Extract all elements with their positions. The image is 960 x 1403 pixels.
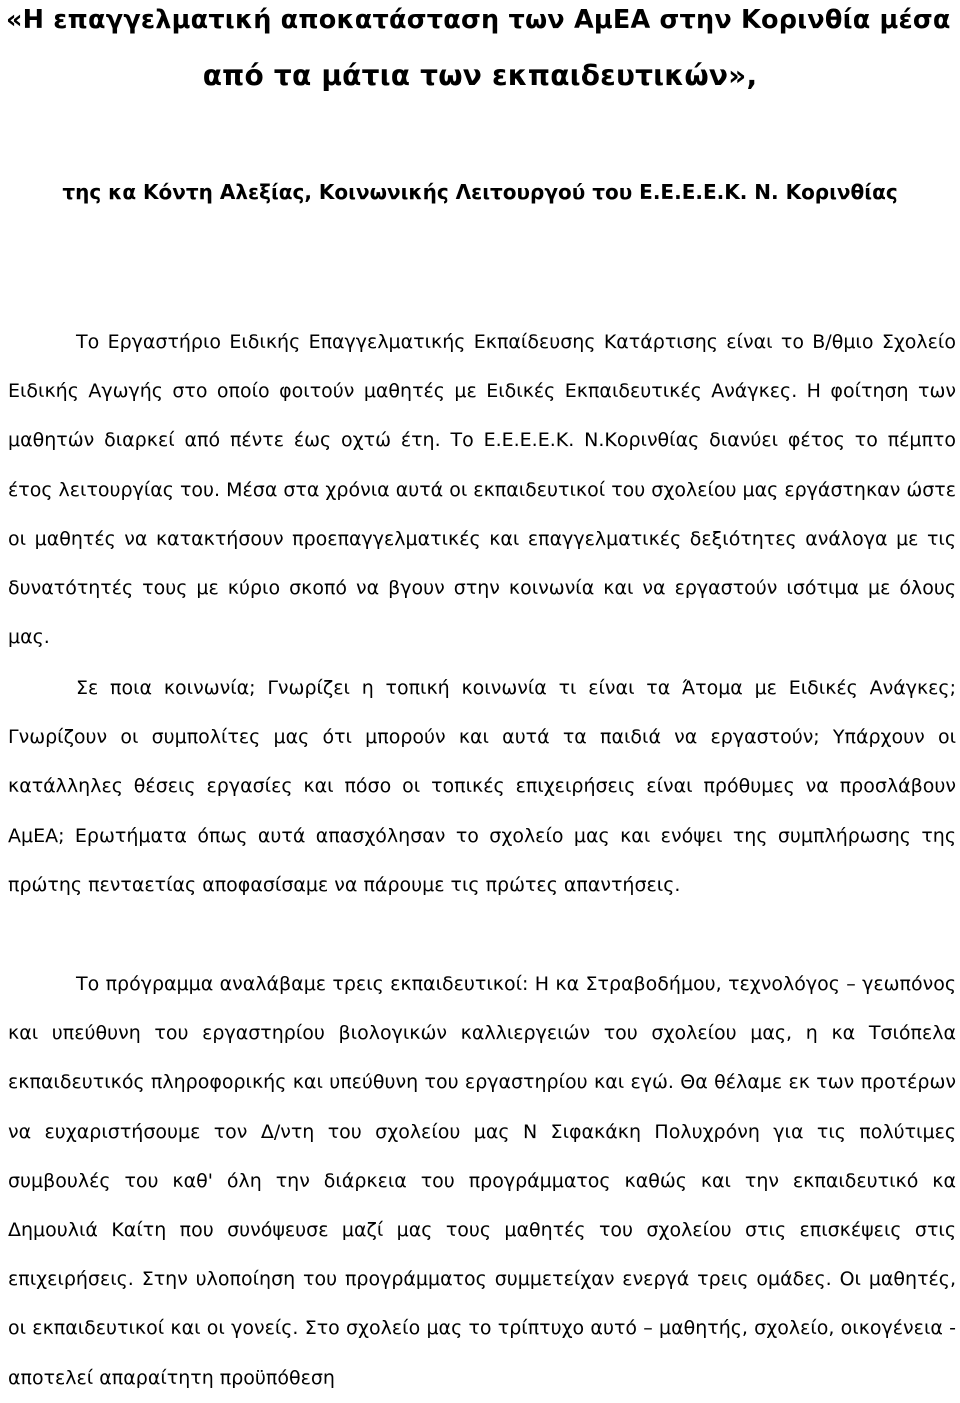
document-title-line-1: «Η επαγγελματική αποκατάσταση των ΑμΕΑ στην Κορινθία μέσα	[6, 5, 951, 35]
paragraph-intro: Το Εργαστήριο Ειδικής Επαγγελματικής Εκπαίδευσης Κατάρτισης είναι το Β/θμιο Σχολείο Ειδικής Αγωγής στο οποίο φοιτούν μαθητές με Ειδικές Εκπαιδευτικές Ανάγκες. Η φοίτηση των μαθητών διαρκεί από πέντε έως οχτώ έτη. Το Ε.Ε.Ε.Ε.Κ. Ν.Κορινθίας διανύει φέτος το πέμπτο έτος λειτουργίας του. Μέσα στα χρόνια αυτά οι εκπαιδευτικοί του σχολείου μας εργάστηκαν ώστε οι μαθητές να κατακτήσουν προεπαγγελματικές και επαγγελματικές δεξιότητες ανάλογα με τις δυνατότητές τους με κύριο σκοπό να βγουν στην κοινωνία και να εργαστούν ισότιμα με όλους μας.	[8, 331, 957, 649]
author-line: της κα Κόντη Αλεξίας, Κοινωνικής Λειτουργού του Ε.Ε.Ε.Ε.Κ. Ν. Κορινθίας	[62, 180, 898, 204]
paragraph-questions: Σε ποια κοινωνία; Γνωρίζει η τοπική κοινωνία τι είναι τα Άτομα με Ειδικές Ανάγκες; Γνωρίζουν οι συμπολίτες μας ότι μπορούν και αυτά τα παιδιά να εργαστούν; Υπάρχουν οι κατάλληλες θέσεις εργασίες και πόσο οι τοπικές επιχειρήσεις είναι πρόθυμες να προσλάβουν ΑμΕΑ; Ερωτήματα όπως αυτά απασχόλησαν το σχολείο μας και ενόψει της συμπλήρωσης της πρώτης πενταετίας αποφασίσαμε να πάρουμε τις πρώτες απαντήσεις.	[8, 677, 956, 896]
document-title-line-2: από τα μάτια των εκπαιδευτικών»,	[202, 59, 758, 92]
paragraph-program: Το πρόγραμμα αναλάβαμε τρεις εκπαιδευτικοί: Η κα Στραβοδήμου, τεχνολόγος – γεωπόνος και υπεύθυνη του εργαστηρίου βιολογικών καλλιεργειών του σχολείου μας, η κα Τσιόπελα εκπαιδευτικός πληροφορικής και υπεύθυνη του εργαστηρίου και εγώ. Θα θέλαμε εκ των προτέρων να ευχαριστήσουμε τον Δ/ντη του σχολείου μας Ν Σιφακάκη Πολυχρόνη για τις πολύτιμες συμβουλές του καθ' όλη την διάρκεια του προγράμματος καθώς και την εκπαιδευτικό κα Δημουλιά Καίτη που συνόψευσε μαζί μας τους μαθητές του σχολείου στις επισκέψεις στις επιχειρήσεις. Στην υλοποίηση του προγράμματος συμμετείχαν ενεργά τρεις ομάδες. Οι μαθητές, οι εκπαιδευτικοί και οι γονείς. Στο σχολείο μας το τρίπτυχο αυτό – μαθητής, σχολείο, οικογένεια - αποτελεί απαραίτητη προϋπόθεση	[8, 973, 956, 1389]
